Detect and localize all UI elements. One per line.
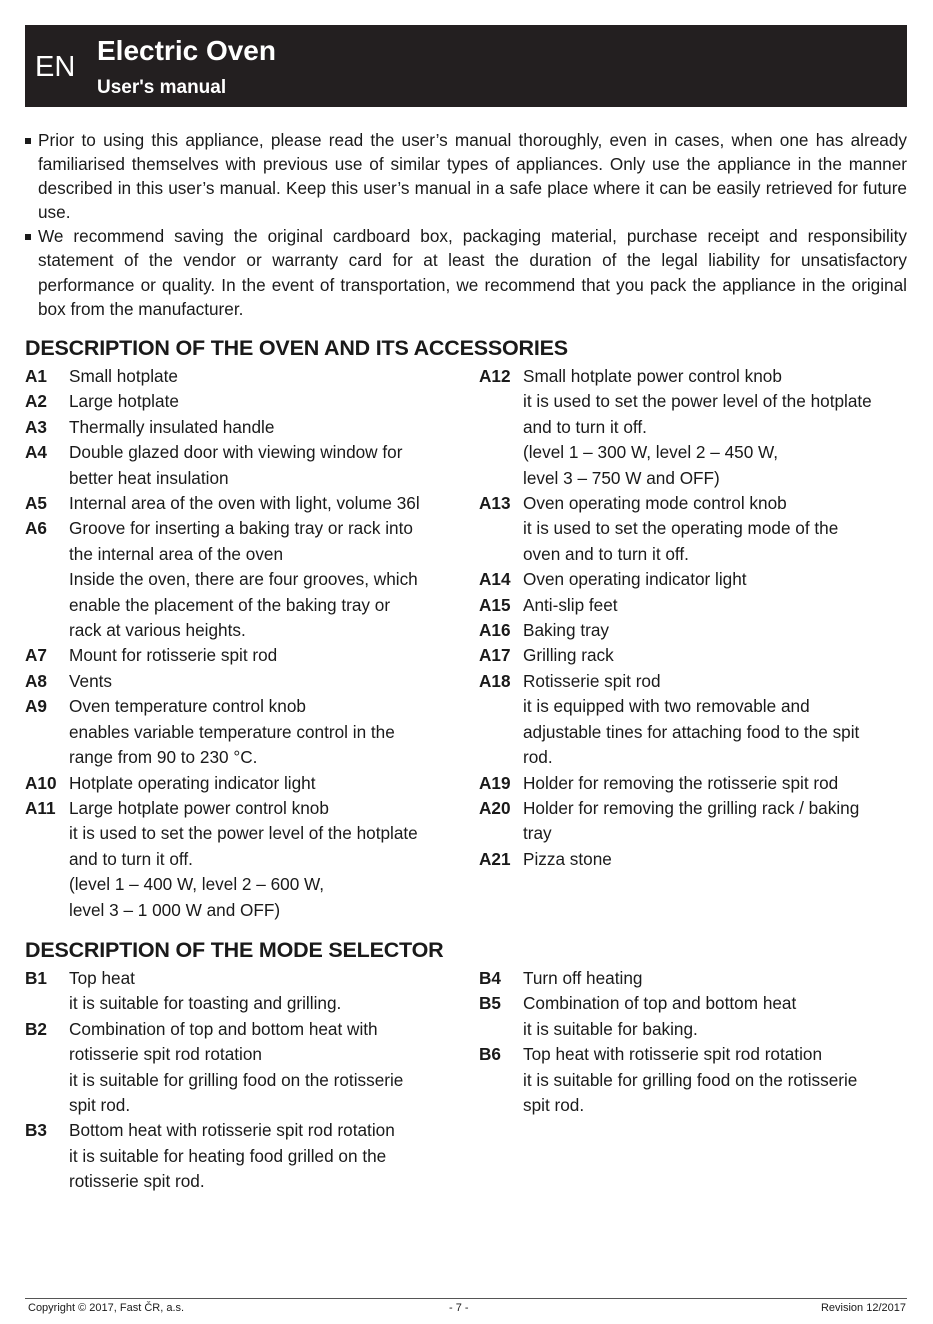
item-description-line: it is suitable for grilling food on the rotisserie [523,1069,858,1090]
item-description [69,669,465,694]
item-description-line: Pizza stone [523,848,612,869]
description-item [25,440,465,491]
item-description [523,847,919,872]
item-description-line: it is used to set the power level of the hotplate [523,391,872,412]
item-description-line: Holder for removing the rotisserie spit rod [523,772,839,793]
description-item [25,491,465,516]
item-description-line: Baking tray [523,620,609,641]
description-item [479,643,919,668]
description-item [25,1118,465,1194]
intro-text: Prior to using this appliance, please read the user’s manual thoroughly, even in cases, when one has already familiarised themselves with previous use of similar types of appliances. Only use the appliance in the manner described in this user’s manual. Keep this user’s manual in a safe place where it can be easily retrieved for future use. [38,130,907,223]
item-code: A20 [479,797,511,818]
item-description [523,991,919,1042]
item-description [523,771,919,796]
description-item [479,847,919,872]
document-title: Electric Oven [97,35,276,66]
item-description [523,643,919,668]
item-code: A2 [25,391,47,412]
intro-bullet-list [25,128,907,321]
item-description [69,966,465,1017]
description-item [25,771,465,796]
item-description-line: spit rod. [69,1095,131,1116]
description-item [479,364,919,491]
item-code: A11 [25,797,56,818]
item-description-line: it is equipped with two removable and [523,696,810,717]
description-item [25,389,465,414]
item-description-line: Oven operating indicator light [523,569,747,590]
description-item [25,1017,465,1119]
item-description-line: Oven temperature control knob [69,696,306,717]
intro-bullet [25,128,907,224]
item-description-line: Groove for inserting a baking tray or rack into [69,518,413,539]
item-description [69,415,465,440]
item-code: A21 [479,848,511,869]
item-description [69,796,465,923]
item-description-line: tray [523,823,552,844]
item-code: A1 [25,366,47,386]
description-item [479,966,919,991]
item-code: A10 [25,772,57,793]
item-code: A6 [25,518,47,539]
item-description-line: rack at various heights. [69,620,246,641]
item-description-line: enables variable temperature control in the [69,721,395,742]
item-description-line: Double glazed door with viewing window for [69,442,403,463]
item-description [523,669,919,771]
item-description [69,440,465,491]
description-item [25,364,465,389]
item-description-line: and to turn it off. [523,416,647,437]
item-code: A5 [25,493,47,514]
description-item [479,771,919,796]
item-description [523,966,919,991]
footer-copyright: Copyright © 2017, Fast ČR, a.s. [28,1302,185,1314]
item-description-line: Holder for removing the grilling rack / baking [523,797,860,818]
document-subtitle: User's manual [97,77,227,98]
description-item [479,618,919,643]
description-item [479,491,919,567]
item-description-line: oven and to turn it off. [523,543,689,564]
item-description-line: adjustable tines for attaching food to the spit [523,721,860,742]
item-code: A15 [479,594,511,615]
language-code: EN [35,51,76,83]
item-description-line: the internal area of the oven [69,543,284,564]
item-description-line: Small hotplate power control knob [523,366,782,386]
section-title-mode-selector: DESCRIPTION OF THE MODE SELECTOR [25,938,444,962]
description-item [25,966,465,1017]
item-description-line: level 3 – 750 W and OFF) [523,467,720,488]
item-description [69,516,465,643]
description-item [479,567,919,592]
item-description-line: Thermally insulated handle [69,416,275,437]
item-description-line: Small hotplate [69,366,178,386]
intro-text: We recommend saving the original cardboard box, packaging material, purchase receipt and responsibility statement of the vendor or warranty card for at least the duration of the legal liability for unsatisfactory performance or quality. In the event of transportation, we recommend that you pack the appliance in the original box from the manufacturer. [38,226,907,319]
intro-bullet [25,224,907,320]
item-code: A16 [479,620,511,641]
description-item [25,669,465,694]
item-description-line: (level 1 – 300 W, level 2 – 450 W, [523,442,779,463]
item-description [69,771,465,796]
bullet-square-icon [25,234,31,240]
item-code: A17 [479,645,511,666]
item-description-line: rotisserie spit rod. [69,1171,205,1192]
item-description-line: Bottom heat with rotisserie spit rod rotation [69,1120,395,1141]
item-description-line: it is suitable for baking. [523,1018,698,1039]
item-description [69,643,465,668]
item-description-line: and to turn it off. [69,848,193,869]
item-code: A7 [25,645,47,666]
item-description-line: enable the placement of the baking tray or [69,594,391,615]
item-description-line: it is suitable for toasting and grilling. [69,993,342,1014]
item-description [69,364,465,389]
item-description-line: (level 1 – 400 W, level 2 – 600 W, [69,874,325,895]
item-description [69,389,465,414]
item-description [523,491,919,567]
item-description-line: spit rod. [523,1095,585,1116]
item-code: B5 [479,993,501,1014]
item-code: B3 [25,1120,47,1141]
item-description-line: Oven operating mode control knob [523,493,787,514]
description-item [25,796,465,923]
item-description-line: Turn off heating [523,968,643,988]
item-code: A9 [25,696,47,717]
item-description-line: Vents [69,670,113,691]
item-description-line: Hotplate operating indicator light [69,772,316,793]
description-item [479,593,919,618]
accessories-list-right [479,364,919,872]
description-item [479,796,919,847]
item-description-line: level 3 – 1 000 W and OFF) [69,899,281,920]
footer-revision: Revision 12/2017 [820,1302,906,1314]
footer-page-number: - 7 - [449,1302,469,1314]
item-description-line: rotisserie spit rod rotation [69,1044,262,1065]
modes-list-left [25,966,465,1195]
item-description-line: Rotisserie spit rod [523,670,661,691]
modes-list-right [479,966,919,1118]
item-description-line: Mount for rotisserie spit rod [69,645,278,666]
manual-header [25,25,907,107]
item-description-line: rod. [523,747,553,768]
item-description-line: it is used to set the power level of the hotplate [69,823,418,844]
description-item [25,694,465,770]
description-item [25,516,465,643]
item-description-line: range from 90 to 230 °C. [69,747,258,768]
accessories-list-left [25,364,465,923]
item-code: B4 [479,968,501,988]
item-description [523,567,919,592]
item-code: A14 [479,569,511,590]
description-item [479,1042,919,1118]
item-description [523,364,919,491]
item-code: B2 [25,1018,47,1039]
item-description [69,694,465,770]
item-description-line: Large hotplate power control knob [69,797,329,818]
item-description-line: Combination of top and bottom heat [523,993,797,1014]
item-description-line: Top heat [69,968,135,988]
item-code: A19 [479,772,511,793]
item-description [523,618,919,643]
description-item [479,669,919,771]
item-description [69,491,465,516]
item-description-line: it is used to set the operating mode of the [523,518,839,539]
description-item [25,415,465,440]
item-description-line: Anti-slip feet [523,594,618,615]
description-item [25,643,465,668]
item-code: A13 [479,493,511,514]
item-description-line: Grilling rack [523,645,614,666]
item-description-line: it is suitable for grilling food on the rotisserie [69,1069,404,1090]
item-description [523,593,919,618]
item-code: A18 [479,670,511,691]
item-description-line: Top heat with rotisserie spit rod rotation [523,1044,823,1065]
item-description-line: it is suitable for heating food grilled on the [69,1145,387,1166]
footer-divider [25,1298,907,1299]
item-description [69,1118,465,1194]
description-item [479,991,919,1042]
section-title-oven-accessories: DESCRIPTION OF THE OVEN AND ITS ACCESSORIES [25,336,568,360]
item-description-line: Inside the oven, there are four grooves, which [69,569,418,590]
bullet-square-icon [25,138,31,144]
item-description-line: better heat insulation [69,467,229,488]
item-code: A12 [479,366,511,386]
item-description-line: Combination of top and bottom heat with [69,1018,378,1039]
item-description [69,1017,465,1119]
item-code: A8 [25,670,47,691]
item-description-line: Internal area of the oven with light, volume 36l [69,493,420,514]
item-description [523,1042,919,1118]
item-code: B6 [479,1044,501,1065]
item-description-line: Large hotplate [69,391,179,412]
item-code: A4 [25,442,47,463]
item-code: A3 [25,416,47,437]
item-code: B1 [25,968,47,988]
item-description [523,796,919,847]
